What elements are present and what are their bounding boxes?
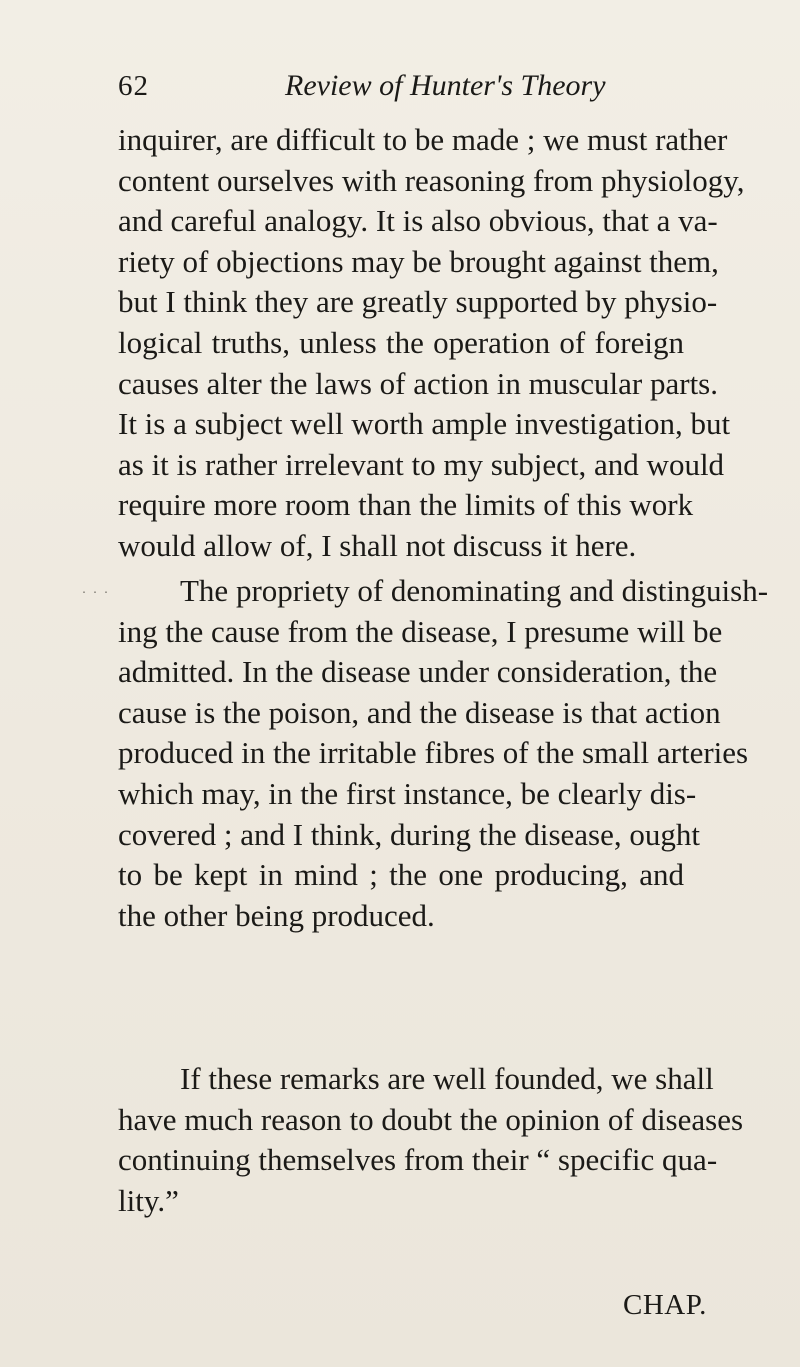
- text-line: lity.”: [118, 1182, 179, 1218]
- text-line: It is a subject well worth ample investigation, but: [118, 406, 731, 442]
- text-line: admitted. In the disease under consideration, the: [118, 654, 718, 690]
- text-line: The propriety of denominating and distinguish-: [180, 573, 769, 608]
- text-line: as it is rather irrelevant to my subject, and would: [118, 446, 725, 482]
- paragraph-1: [118, 120, 745, 567]
- text-line: would allow of, I shall not discuss it here.: [118, 527, 637, 563]
- running-head: [118, 66, 678, 106]
- paragraph-2: [118, 571, 769, 936]
- text-line: to be kept in mind ; the one producing, and: [118, 857, 684, 893]
- text-line: content ourselves with reasoning from physiology,: [118, 162, 745, 198]
- paragraph-3: [118, 1059, 744, 1221]
- text-line: but I think they are greatly supported by physio-: [118, 284, 718, 320]
- catchword: CHAP.: [623, 1289, 707, 1321]
- text-line: inquirer, are difficult to be made ; we must rather: [118, 122, 728, 157]
- text-line: riety of objections may be brought against them,: [118, 243, 719, 279]
- text-line: which may, in the first instance, be clearly dis-: [118, 775, 697, 811]
- text-line: cause is the poison, and the disease is that action: [118, 694, 721, 730]
- text-line: If these remarks are well founded, we shall: [180, 1061, 714, 1096]
- text-line: have much reason to doubt the opinion of diseases: [118, 1101, 744, 1137]
- text-line: and careful analogy. It is also obvious, that a va-: [118, 203, 718, 239]
- running-title: Review of Hunter's Theory: [285, 69, 606, 102]
- text-line: logical truths, unless the operation of foreign: [118, 324, 684, 360]
- page-number: 62: [118, 70, 149, 102]
- text-line: ing the cause from the disease, I presume will be: [118, 613, 723, 649]
- text-line: produced in the irritable fibres of the small arteries: [118, 735, 749, 771]
- text-line: the other being produced.: [118, 897, 435, 933]
- margin-mark: ․ ․ ․: [82, 582, 111, 596]
- text-line: causes alter the laws of action in muscular parts.: [118, 365, 718, 401]
- text-line: require more room than the limits of this work: [118, 487, 694, 523]
- text-line: continuing themselves from their “ specific qua-: [118, 1142, 718, 1178]
- text-line: covered ; and I think, during the disease, ought: [118, 816, 700, 852]
